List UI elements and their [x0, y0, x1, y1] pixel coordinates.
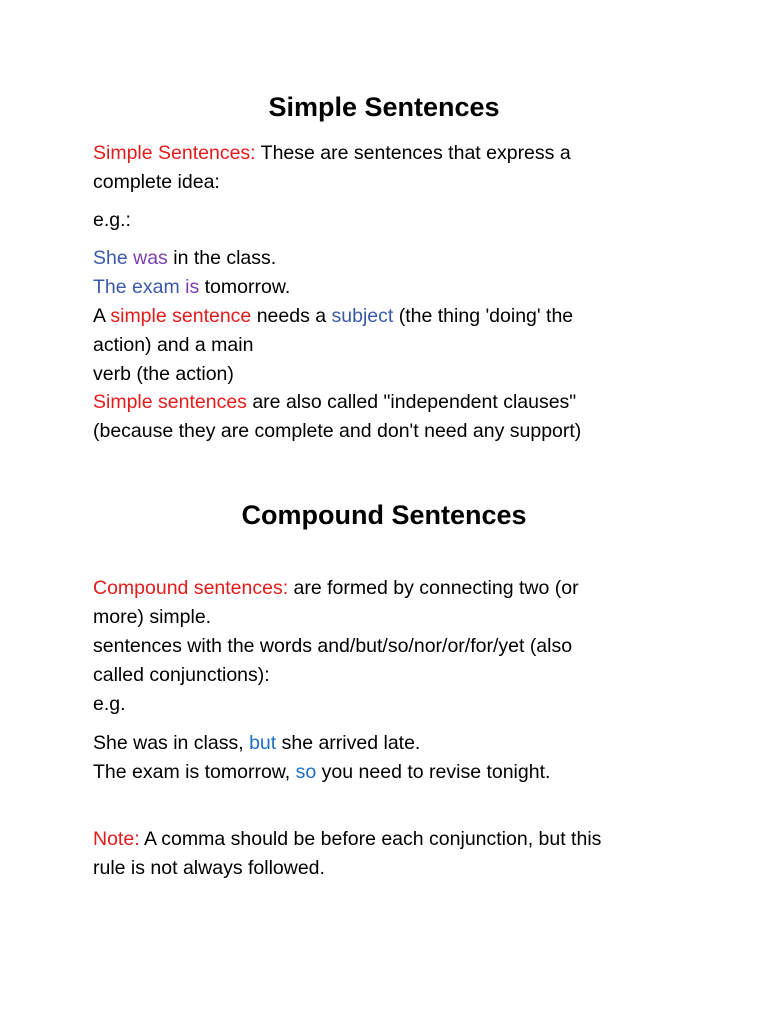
example-text: The exam is tomorrow,: [93, 761, 296, 783]
simple-example-2: [93, 278, 290, 298]
note-line-1: [93, 830, 601, 850]
example-subject: She: [93, 247, 128, 269]
compound-example-2: [93, 763, 550, 783]
conjunction: so: [295, 761, 317, 783]
compound-definition-term: Compound sentences:: [93, 577, 289, 599]
simple-definition-line-2: complete idea:: [93, 171, 220, 193]
needs-text-end: (the thing 'doing' the: [393, 305, 574, 327]
simple-eg-label: e.g.:: [93, 209, 131, 231]
simple-needs-line-2: action) and a main: [93, 334, 254, 356]
subject-term: subject: [331, 305, 394, 327]
simple-sentences-title: Simple Sentences: [268, 92, 500, 122]
simple-definition-text: These are sentences that express a: [255, 142, 571, 164]
compound-definition-line-4: called conjunctions):: [93, 664, 270, 686]
example-text-end: she arrived late.: [276, 732, 421, 754]
conjunction: but: [249, 732, 277, 754]
simple-needs-line-1: [93, 307, 573, 327]
example-verb: is: [185, 276, 200, 298]
compound-definition-line-1: [93, 579, 579, 599]
example-text-end: you need to revise tonight.: [316, 761, 551, 783]
simple-example-1: [93, 249, 276, 269]
needs-article: A: [93, 305, 111, 327]
compound-definition-line-2: more) simple.: [93, 606, 212, 628]
also-text: are also called "independent clauses": [246, 391, 577, 413]
example-rest: tomorrow.: [199, 276, 291, 298]
compound-eg-label: e.g.: [93, 693, 126, 715]
note-term: Note:: [93, 828, 140, 850]
example-subject: The exam: [93, 276, 180, 298]
simple-needs-line-3: verb (the action): [93, 363, 234, 385]
simple-definition-term: Simple Sentences:: [93, 142, 256, 164]
compound-definition-text: are formed by connecting two (or: [288, 577, 579, 599]
simple-definition-line-1: [93, 144, 571, 164]
note-line-2: rule is not always followed.: [93, 857, 325, 879]
compound-example-1: [93, 734, 420, 754]
compound-definition-line-3: sentences with the words and/but/so/nor/or/for/yet (also: [93, 635, 573, 657]
simple-sentences-term: Simple sentences: [93, 391, 247, 413]
note-text: A comma should be before each conjunction, but this: [139, 828, 602, 850]
example-text: She was in class,: [93, 732, 250, 754]
simple-sentence-term: simple sentence: [110, 305, 252, 327]
simple-also-line-2: (because they are complete and don't need any support): [93, 420, 582, 442]
needs-text: needs a: [251, 305, 332, 327]
example-verb: was: [133, 247, 168, 269]
example-rest: in the class.: [167, 247, 277, 269]
compound-sentences-title: Compound Sentences: [241, 500, 527, 530]
simple-also-line-1: [93, 393, 576, 413]
